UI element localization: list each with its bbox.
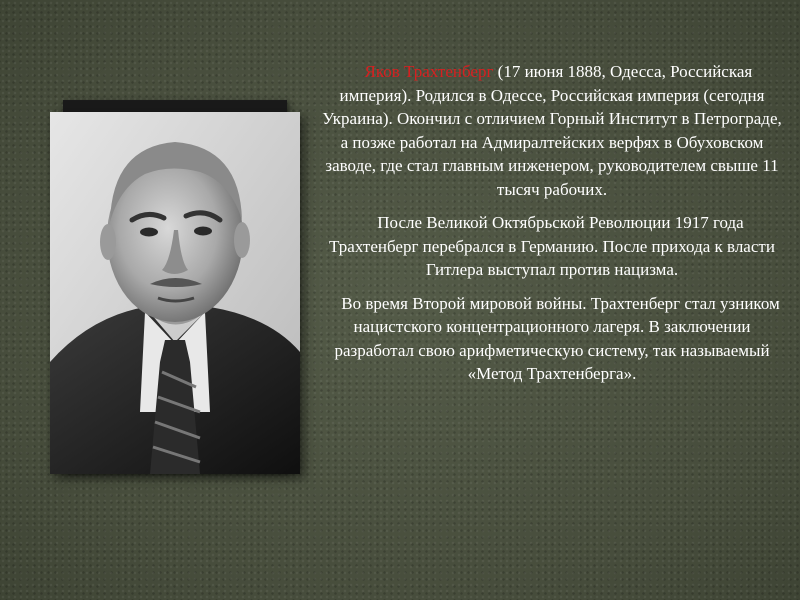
bio-paragraph-1 [322, 60, 782, 201]
bio-paragraph-3 [322, 292, 782, 386]
bio-paragraph-1-text: (17 июня 1888, Одесса, Российская империя). Родился в Одессе, Российская империя (сегодня Украина). Окончил с отличием Горный Институт в Петрограде, а позже работал на Адмиралтейских верфях в Обуховском заводе, где стал главным инженером, руководителем свыше 11 тысяч рабочих. [322, 62, 782, 199]
bio-paragraph-2 [322, 211, 782, 282]
biography-text [322, 60, 782, 396]
person-name: Яков Трахтенберг [364, 62, 494, 81]
portrait-photo [50, 112, 300, 474]
bio-paragraph-3-text: Во время Второй мировой войны. Трахтенберг стал узником нацистского концентрационного лагеря. В заключении разработал свою арифметическую систему, так называемый «Метод Трахтенберга». [334, 293, 780, 383]
bio-paragraph-2-text: После Великой Октябрьской Революции 1917 года Трахтенберг перебрался в Германию. После прихода к власти Гитлера выступал против нацизма. [329, 213, 775, 279]
